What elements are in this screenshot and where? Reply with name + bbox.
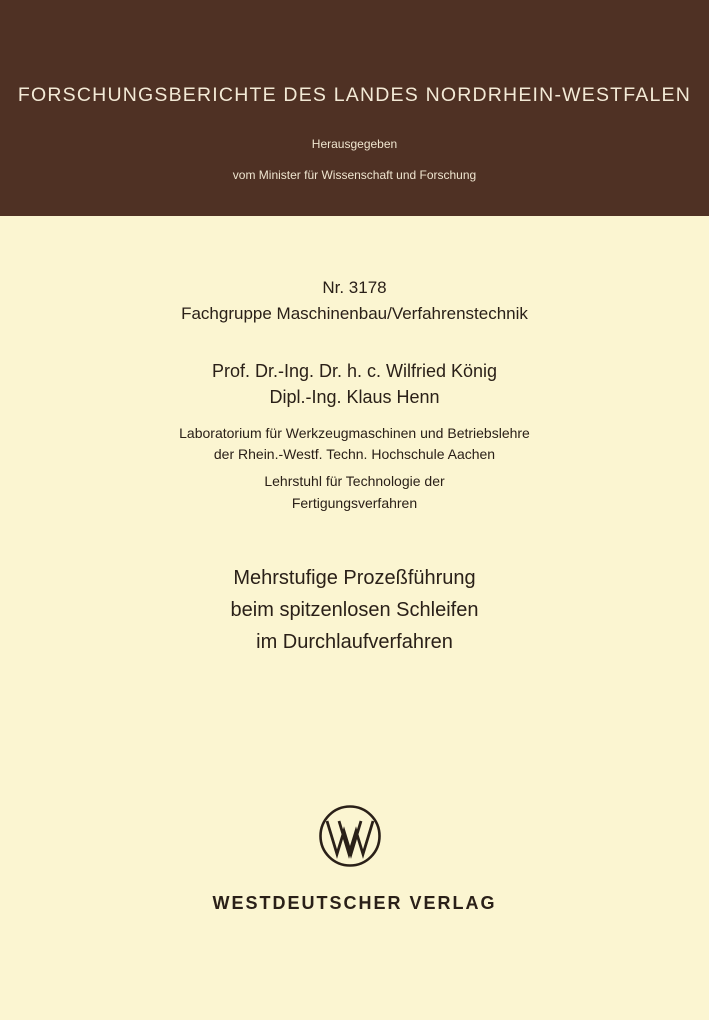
series-header-band <box>0 0 709 216</box>
series-title: FORSCHUNGSBERICHTE DES LANDES NORDRHEIN-WESTFALEN <box>17 84 692 106</box>
book-title-line-1: Mehrstufige Prozeßführung <box>233 567 476 589</box>
institution-line-4: Fertigungsverfahren <box>291 495 418 511</box>
author-2: Dipl.-Ing. Klaus Henn <box>269 387 440 407</box>
book-title-line-2: beim spitzenlosen Schleifen <box>230 599 479 621</box>
wv-circle-logo-icon <box>318 804 382 868</box>
report-number: Nr. 3178 <box>322 278 387 297</box>
editor-name: vom Minister für Wissenschaft und Forschung <box>232 168 477 182</box>
editor-label: Herausgegeben <box>311 137 398 151</box>
book-title-line-3: im Durchlaufverfahren <box>256 631 453 653</box>
author-1: Prof. Dr.-Ing. Dr. h. c. Wilfried König <box>211 361 498 381</box>
institution-line-3: Lehrstuhl für Technologie der <box>264 473 445 489</box>
report-group: Fachgruppe Maschinenbau/Verfahrenstechnik <box>181 304 528 323</box>
institution-line-2: der Rhein.-Westf. Techn. Hochschule Aachen <box>213 446 496 462</box>
publisher-name: WESTDEUTSCHER VERLAG <box>212 893 497 913</box>
institution-line-1: Laboratorium für Werkzeugmaschinen und Betriebslehre <box>179 425 530 441</box>
